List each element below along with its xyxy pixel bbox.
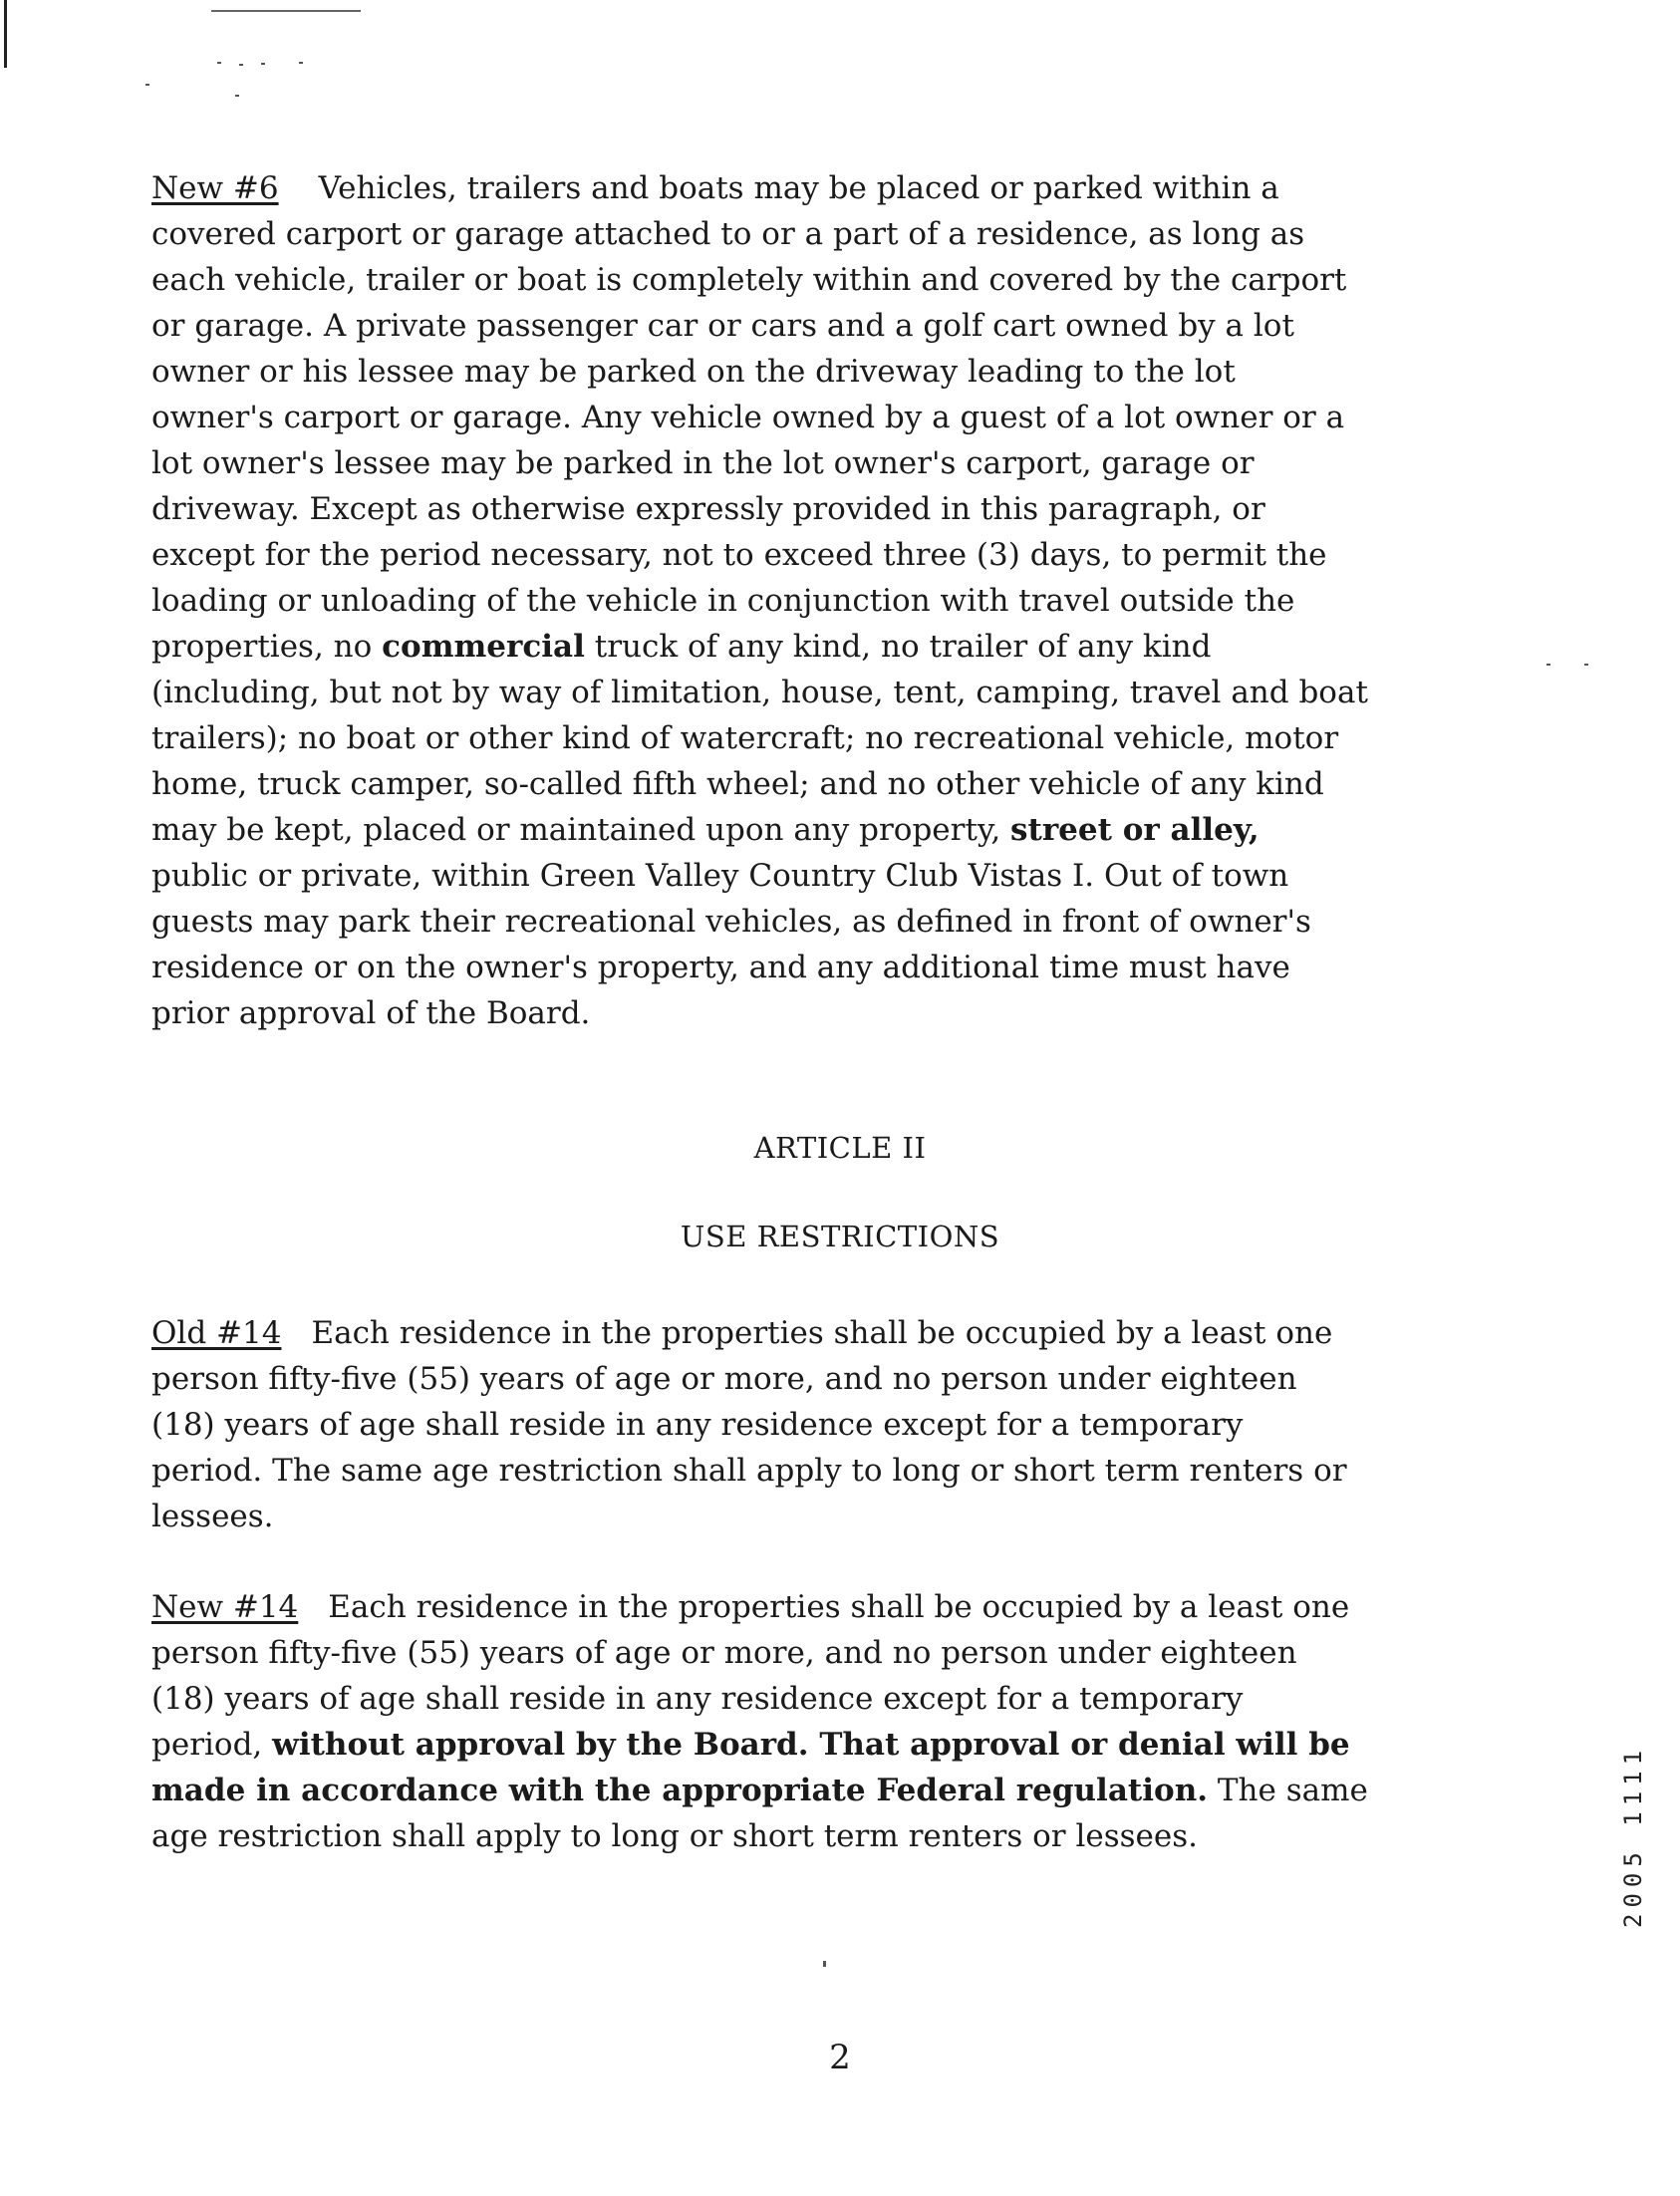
- paragraph-line: owner's carport or garage. Any vehicle owned by a guest of a lot owner or a: [151, 400, 1345, 435]
- paragraph-line: owner or his lessee may be parked on the driveway leading to the lot: [151, 354, 1236, 390]
- scan-top-rule: [211, 10, 361, 12]
- scan-speck: [1546, 664, 1550, 666]
- paragraph-line: person fifty-five (55) years of age or more, and no person under eighteen: [151, 1361, 1297, 1397]
- scan-speck: [235, 95, 239, 97]
- paragraph-line: home, truck camper, so-called fifth wheel; and no other vehicle of any kind: [151, 766, 1324, 802]
- paragraph-line: person fifty-five (55) years of age or more, and no person under eighteen: [151, 1635, 1297, 1671]
- paragraph-line: prior approval of the Board.: [151, 995, 591, 1031]
- paragraph-new-6: [151, 165, 1527, 1036]
- scan-speck: [1584, 664, 1588, 666]
- section-label-new-14: New #14: [151, 1589, 299, 1625]
- bold-amendment: made in accordance with the appropriate Federal regulation.: [151, 1773, 1209, 1808]
- scan-speck: [261, 63, 265, 65]
- scan-speck: [299, 62, 303, 64]
- article-subtitle: USE RESTRICTIONS: [680, 1220, 1000, 1253]
- paragraph-line: guests may park their recreational vehicles, as defined in front of owner's: [151, 904, 1311, 940]
- paragraph-line: except for the period necessary, not to exceed three (3) days, to permit the: [151, 537, 1327, 573]
- paragraph-line: properties, no commercial truck of any kind, no trailer of any kind: [151, 629, 1212, 665]
- paragraph-line: covered carport or garage attached to or a part of a residence, as long as: [151, 216, 1305, 252]
- paragraph-line: (including, but not by way of limitation, house, tent, camping, travel and boat: [151, 675, 1368, 710]
- paragraph-line: loading or unloading of the vehicle in conjunction with travel outside the: [151, 583, 1295, 619]
- paragraph-line: or garage. A private passenger car or cars and a golf cart owned by a lot: [151, 308, 1294, 344]
- margin-stamp-text: 2005 1111: [1619, 1744, 1647, 1928]
- bold-amendment: commercial: [382, 629, 585, 665]
- paragraph-line: New #6 Vehicles, trailers and boats may be placed or parked within a: [151, 170, 1279, 206]
- scan-left-edge: [4, 0, 7, 68]
- section-label-new-6: New #6: [151, 170, 279, 206]
- paragraph-line: Old #14 Each residence in the properties shall be occupied by a least one: [151, 1315, 1333, 1351]
- paragraph-new-14: [151, 1584, 1527, 1859]
- article-title: ARTICLE II: [753, 1131, 927, 1165]
- paragraph-line: lessees.: [151, 1499, 274, 1534]
- paragraph-line: (18) years of age shall reside in any residence except for a temporary: [151, 1407, 1244, 1443]
- paragraph-line: period. The same age restriction shall apply to long or short term renters or: [151, 1453, 1347, 1489]
- paragraph-old-14: [151, 1310, 1527, 1539]
- paragraph-line: New #14 Each residence in the properties shall be occupied by a least one: [151, 1589, 1350, 1625]
- paragraph-line: period, without approval by the Board. That approval or denial will be: [151, 1727, 1350, 1763]
- scan-speck: [217, 62, 221, 64]
- bold-amendment: without approval by the Board. That approval or denial will be: [272, 1727, 1350, 1763]
- paragraph-line: trailers); no boat or other kind of watercraft; no recreational vehicle, motor: [151, 720, 1339, 756]
- paragraph-line: made in accordance with the appropriate Federal regulation. The same: [151, 1773, 1368, 1808]
- paragraph-line: may be kept, placed or maintained upon any property, street or alley,: [151, 812, 1260, 848]
- paragraph-line: (18) years of age shall reside in any residence except for a temporary: [151, 1681, 1244, 1717]
- paragraph-line: residence or on the owner's property, and any additional time must have: [151, 950, 1290, 985]
- scan-speck: [823, 1961, 826, 1967]
- margin-stamp: [1609, 1589, 1649, 1928]
- bold-amendment: street or alley,: [1010, 812, 1260, 848]
- paragraph-line: lot owner's lessee may be parked in the lot owner's carport, garage or: [151, 445, 1255, 481]
- section-label-old-14: Old #14: [151, 1315, 282, 1351]
- page-number: 2: [829, 2038, 851, 2077]
- scan-speck: [145, 84, 149, 86]
- paragraph-line: age restriction shall apply to long or short term renters or lessees.: [151, 1818, 1198, 1854]
- scan-speck: [239, 64, 243, 66]
- paragraph-line: each vehicle, trailer or boat is completely within and covered by the carport: [151, 262, 1347, 298]
- paragraph-line: driveway. Except as otherwise expressly provided in this paragraph, or: [151, 491, 1265, 527]
- paragraph-line: public or private, within Green Valley Country Club Vistas I. Out of town: [151, 858, 1289, 894]
